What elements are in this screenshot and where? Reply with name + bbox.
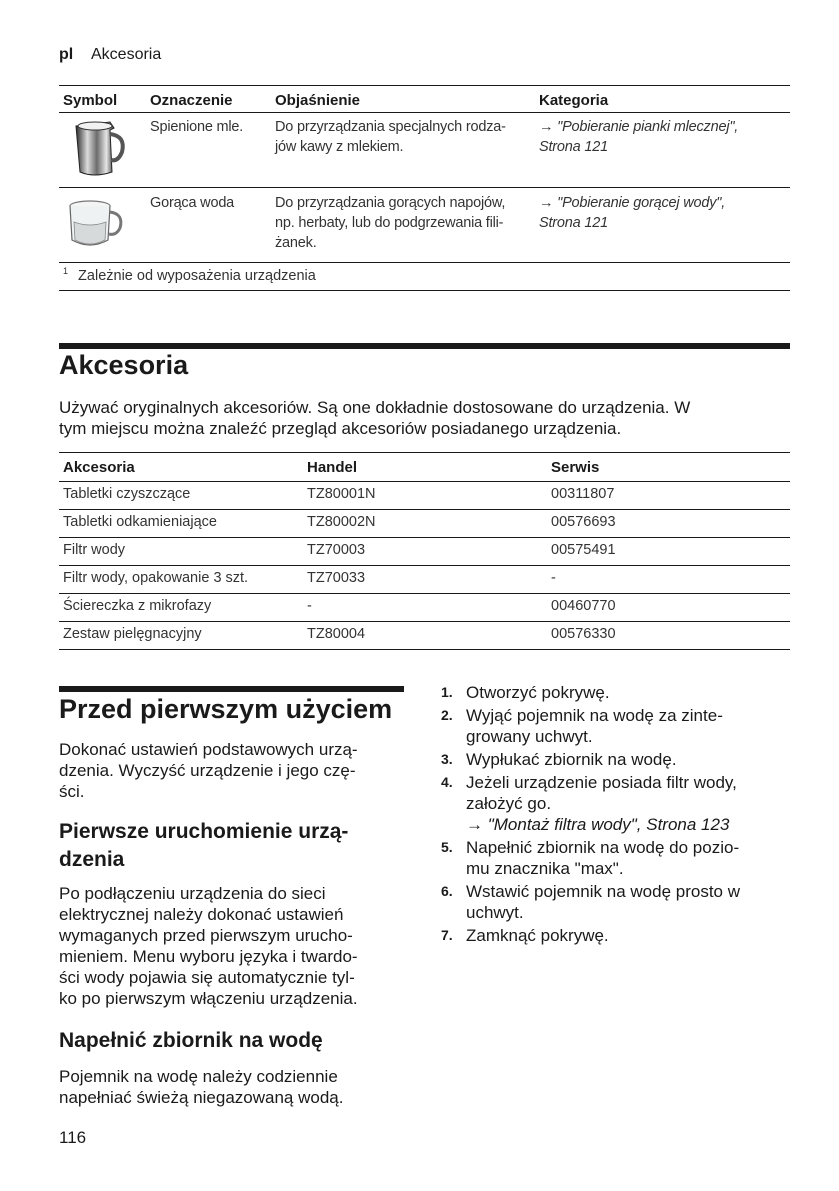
retail-code: TZ70003: [307, 542, 366, 558]
accessory-name: Tabletki odkamieniające: [63, 514, 217, 530]
retail-code: TZ80004: [307, 626, 366, 642]
table-row: [59, 621, 790, 650]
explanation-line: Do przyrządzania specjalnych rodza-: [275, 119, 506, 135]
table-row: [59, 565, 790, 594]
col-header-service: Serwis: [551, 459, 600, 476]
accessory-name: Zestaw pielęgnacyjny: [63, 626, 202, 642]
text-line: mieniem. Menu wyboru języka i twardo-: [59, 947, 358, 966]
accessory-name: Ściereczka z mikrofazy: [63, 598, 212, 614]
section-rule: [59, 343, 790, 349]
table-row: [59, 593, 790, 622]
step-text: mu znacznika "max".: [466, 859, 624, 878]
step-text: Wypłukać zbiornik na wodę.: [466, 750, 677, 769]
step-number: 4.: [441, 774, 453, 790]
col-header-symbol: Symbol: [63, 92, 118, 109]
fill-tank-text: [59, 1066, 404, 1108]
step-text: uchwyt.: [466, 903, 524, 922]
step-text: Wyjąć pojemnik na wodę za zinte-: [466, 706, 723, 725]
heading-line: Pierwsze uruchomienie urzą-: [59, 820, 349, 843]
explanation-line: żanek.: [275, 235, 317, 251]
col-header-accessory: Akcesoria: [63, 459, 135, 476]
accessories-heading: Akcesoria: [59, 350, 189, 380]
list-item: [441, 682, 791, 703]
heading-line: dzenia: [59, 848, 125, 871]
row-divider: [59, 262, 790, 263]
text-line: elektrycznej należy dokonać ustawień: [59, 905, 344, 924]
intro-line: Używać oryginalnych akcesoriów. Są one dokładnie dostosowane do urządzenia. W: [59, 398, 691, 417]
designation-milk-foam: Spienione mle.: [150, 119, 244, 135]
text-line: Pojemnik na wodę należy codziennie: [59, 1067, 338, 1086]
intro-line: tym miejscu można znaleźć przegląd akcesoriów posiadanego urządzenia.: [59, 419, 622, 438]
table-row: [59, 481, 790, 510]
step-text: Wstawić pojemnik na wodę prosto w: [466, 882, 741, 901]
intro-line: ści.: [59, 782, 85, 801]
explanation-line: np. herbaty, lub do podgrzewania fili-: [275, 215, 504, 231]
glass-cup-icon: [64, 196, 128, 252]
first-use-heading: Przed pierwszym użyciem: [59, 694, 393, 724]
text-line: wymaganych przed pierwszym urucho-: [59, 926, 353, 945]
accessory-name: Tabletki czyszczące: [63, 486, 191, 502]
col-header-designation: Oznaczenie: [150, 92, 233, 109]
service-code: 00576693: [551, 514, 616, 530]
service-code: 00311807: [551, 486, 615, 502]
accessories-intro: [59, 397, 790, 439]
first-use-intro: [59, 739, 404, 802]
table-footnote: [63, 268, 316, 284]
table-row: [59, 537, 790, 566]
header-section-title: Akcesoria: [91, 46, 162, 63]
category-page-ref[interactable]: Strona 121: [539, 139, 608, 155]
step-number: 2.: [441, 707, 453, 723]
service-code: 00460770: [551, 598, 616, 614]
table-bottom-rule: [59, 290, 790, 291]
language-code: pl: [59, 46, 74, 63]
table-top-rule: [59, 85, 790, 86]
step-text: założyć go.: [466, 794, 552, 813]
intro-line: Dokonać ustawień podstawowych urzą-: [59, 740, 358, 759]
footnote-mark: 1: [63, 266, 69, 276]
list-item: [441, 881, 791, 923]
step-text: growany uchwyt.: [466, 727, 593, 746]
designation-hot-water: Gorąca woda: [150, 195, 235, 211]
table-row: [59, 509, 790, 538]
footnote-text: Zależnie od wyposażenia urządzenia: [78, 268, 316, 284]
text-line: Po podłączeniu urządzenia do sieci: [59, 884, 326, 903]
list-item: [441, 705, 791, 747]
retail-code: -: [307, 598, 312, 614]
filter-mount-link[interactable]: → "Montaż filtra wody", Strona 123: [466, 815, 730, 834]
accessory-name: Filtr wody: [63, 542, 126, 558]
startup-heading: [59, 818, 348, 874]
table-header-row: [59, 453, 790, 482]
intro-line: dzenia. Wyczyść urządzenie i jego czę-: [59, 761, 356, 780]
col-header-category: Kategoria: [539, 92, 609, 109]
service-code: 00576330: [551, 626, 616, 642]
service-code: 00575491: [551, 542, 616, 558]
step-text: Zamknąć pokrywę.: [466, 926, 609, 945]
explanation-line: Do przyrządzania gorących napojów,: [275, 195, 506, 211]
step-text: Jeżeli urządzenie posiada filtr wody,: [466, 773, 737, 792]
service-code: -: [551, 570, 556, 586]
explanation-line: jów kawy z mlekiem.: [275, 139, 404, 155]
retail-code: TZ70033: [307, 570, 366, 586]
category-link[interactable]: → "Pobieranie pianki mlecznej",: [539, 119, 739, 135]
accessory-name: Filtr wody, opakowanie 3 szt.: [63, 570, 249, 586]
retail-code: TZ80001N: [307, 486, 376, 502]
milk-jug-icon: [62, 116, 130, 180]
text-line: ści wody pojawia się automatycznie tyl-: [59, 968, 355, 987]
step-text: Otworzyć pokrywę.: [466, 683, 610, 702]
list-item: [441, 772, 791, 835]
list-item: [441, 925, 791, 946]
page-number: 116: [59, 1128, 87, 1147]
retail-code: TZ80002N: [307, 514, 376, 530]
category-link[interactable]: → "Pobieranie gorącej wody",: [539, 195, 726, 211]
col-header-retail: Handel: [307, 459, 358, 476]
category-page-ref[interactable]: Strona 121: [539, 215, 608, 231]
steps-list: [441, 682, 791, 948]
step-number: 1.: [441, 684, 453, 700]
section-rule: [59, 686, 404, 692]
list-item: [441, 837, 791, 879]
fill-tank-heading: Napełnić zbiornik na wodę: [59, 1029, 323, 1052]
step-text: Napełnić zbiornik na wodę do pozio-: [466, 838, 740, 857]
step-number: 3.: [441, 751, 453, 767]
step-number: 5.: [441, 839, 453, 855]
text-line: napełniać świeżą niegazowaną wodą.: [59, 1088, 344, 1107]
list-item: [441, 749, 791, 770]
startup-text: [59, 883, 404, 1009]
row-divider: [59, 187, 790, 188]
table-header-rule: [59, 112, 790, 113]
text-line: ko po pierwszym włączeniu urządzenia.: [59, 989, 358, 1008]
col-header-explanation: Objaśnienie: [275, 92, 361, 109]
step-number: 6.: [441, 883, 453, 899]
step-number: 7.: [441, 927, 453, 943]
